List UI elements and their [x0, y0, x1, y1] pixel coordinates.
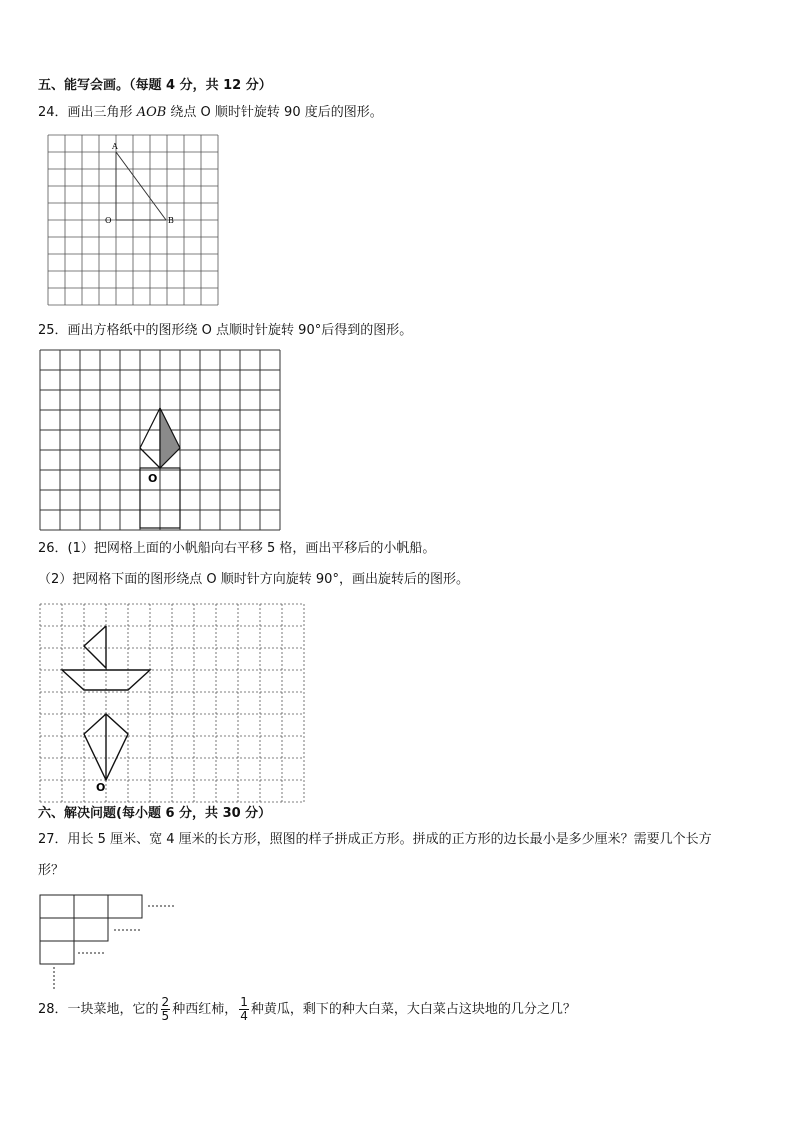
- question-24-text: 24．画出三角形 AOB 绕点 O 顺时针旋转 90 度后的图形。: [38, 105, 383, 120]
- q24-label-b: B: [168, 216, 174, 225]
- q25-kite-shaded-half: [160, 408, 180, 468]
- question-26-part1: 26．(1）把网格上面的小帆船向右平移 5 格，画出平移后的小帆船。: [38, 541, 436, 556]
- q26-grid-figure: [40, 604, 305, 804]
- q25-kite-edge: [140, 448, 160, 468]
- q25-label-o: O: [148, 472, 158, 485]
- fraction-one-fourth: $\frac{1}{4}$: [240, 995, 248, 1023]
- section-5-heading: 五、能写会画。（每题 4 分，共 12 分）: [38, 78, 272, 93]
- section-6-heading: 六、解决问题(每小题 6 分，共 30 分）: [38, 806, 272, 821]
- q25-grid-figure: [38, 348, 283, 533]
- fraction-two-fifths: $\frac{2}{5}$: [161, 995, 170, 1023]
- question-27-line2: 形？: [38, 863, 65, 878]
- question-25-text: 25．画出方格纸中的图形绕 O 点顺时针旋转 90°后得到的图形。: [38, 323, 413, 338]
- q24-grid-figure: [44, 132, 224, 307]
- question-27-line1: 27．用长 5 厘米、宽 4 厘米的长方形，照图的样子拼成正方形。拼成的正方形的边长最小是多少厘米？需要几个长方: [38, 832, 712, 847]
- q26-label-o: O: [96, 781, 106, 794]
- q27-rectangle-tiling-figure: [38, 893, 188, 993]
- q24-label-o: O: [105, 216, 112, 225]
- q26-sail: [84, 626, 106, 668]
- question-26-part2: （2）把网格下面的图形绕点 O 顺时针方向旋转 90°，画出旋转后的图形。: [38, 572, 469, 587]
- q24-label-a: A: [112, 142, 118, 151]
- question-28-text: 28．一块菜地，它的 $\frac{2}{5}$ 种西红柿， $\frac{1}{4}$ 种黄瓜，剩下的种大白菜，大白菜占这块地的几分之几？: [38, 995, 576, 1023]
- q25-kite-left-half: [140, 408, 160, 468]
